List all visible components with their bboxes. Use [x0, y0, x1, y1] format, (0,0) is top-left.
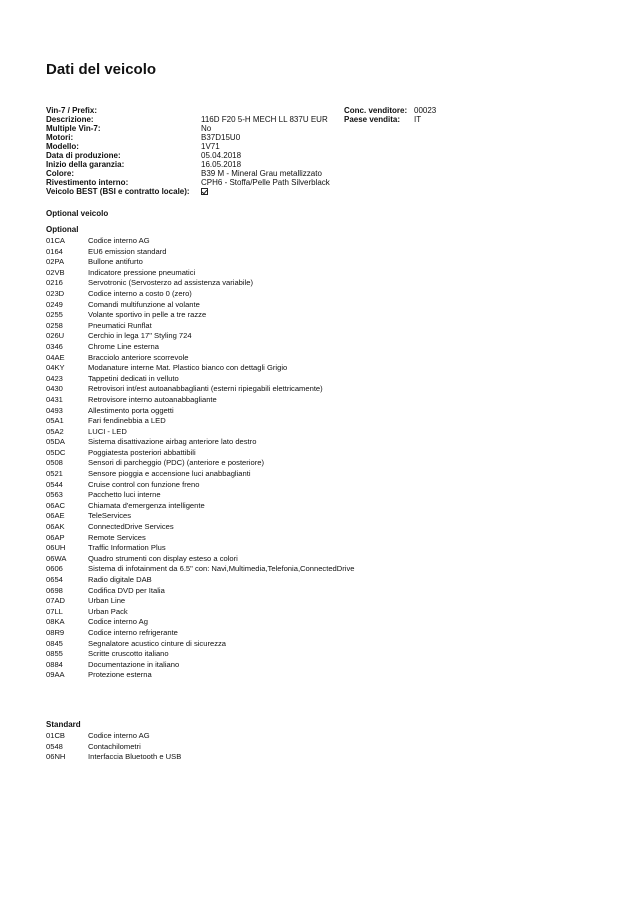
info-label: Vin-7 / Prefix:	[46, 106, 97, 115]
list-item	[46, 490, 606, 501]
option-description: Sensore pioggia e accensione luci anabbaglianti	[88, 469, 251, 479]
option-code: 0346	[46, 341, 63, 351]
option-description: TeleServices	[88, 511, 132, 521]
list-item	[46, 596, 606, 607]
list-item	[46, 353, 606, 364]
list-item	[46, 342, 606, 353]
option-description: Allestimento porta oggetti	[88, 405, 174, 415]
option-description: Bracciolo anteriore scorrevole	[88, 352, 189, 362]
option-code: 0698	[46, 585, 63, 595]
option-code: 05A2	[46, 426, 64, 436]
info-value: B39 M - Mineral Grau metallizzato	[201, 169, 322, 178]
list-item	[46, 448, 606, 459]
list-item	[46, 278, 606, 289]
list-item	[46, 480, 606, 491]
option-description: Scritte cruscotto italiano	[88, 649, 169, 659]
option-description: Traffic Information Plus	[88, 543, 166, 553]
option-code: 0255	[46, 310, 63, 320]
list-item	[46, 374, 606, 385]
option-code: 0431	[46, 394, 63, 404]
option-description: Sistema disattivazione airbag anteriore lato destro	[88, 437, 257, 447]
option-code: 05DA	[46, 437, 65, 447]
info-row	[46, 106, 606, 115]
list-item	[46, 543, 606, 554]
option-code: 0855	[46, 649, 63, 659]
option-code: 04KY	[46, 363, 65, 373]
option-description: Comandi multifunzione al volante	[88, 299, 200, 309]
option-code: 0249	[46, 299, 63, 309]
option-description: Interfaccia Bluetooth e USB	[88, 752, 182, 762]
option-code: 01CB	[46, 731, 65, 740]
info-label: Data di produzione:	[46, 151, 121, 160]
option-description: Urban Pack	[88, 606, 128, 616]
optional-list	[46, 236, 606, 681]
option-code: 06UH	[46, 543, 66, 553]
list-item	[46, 289, 606, 300]
option-code: 08R9	[46, 627, 65, 637]
option-description: Pacchetto luci interne	[88, 490, 161, 500]
option-code: 02PA	[46, 257, 65, 267]
optional-group-title: Optional	[46, 225, 79, 234]
info-row	[46, 115, 606, 124]
option-description: Indicatore pressione pneumatici	[88, 267, 196, 277]
info-row	[46, 142, 606, 151]
info-label: Motori:	[46, 133, 74, 142]
option-description: EU6 emission standard	[88, 246, 167, 256]
option-description: Codifica DVD per Italia	[88, 585, 165, 595]
info-value: 1V71	[201, 142, 220, 151]
list-item	[46, 607, 606, 618]
option-description: LUCI - LED	[88, 426, 127, 436]
option-code: 07AD	[46, 596, 65, 606]
option-description: ConnectedDrive Services	[88, 522, 174, 532]
list-item	[46, 586, 606, 597]
option-code: 0508	[46, 458, 63, 468]
option-code: 05A1	[46, 416, 64, 426]
info-right-label: Paese vendita:	[344, 115, 401, 124]
info-label: Rivestimento interno:	[46, 178, 129, 187]
list-item	[46, 649, 606, 660]
info-value: CPH6 - Stoffa/Pelle Path Silverblack	[201, 178, 330, 187]
list-item	[46, 427, 606, 438]
list-item	[46, 511, 606, 522]
option-code: 04AE	[46, 352, 65, 362]
option-code: 02VB	[46, 267, 65, 277]
list-item	[46, 395, 606, 406]
option-code: 026U	[46, 331, 65, 341]
option-description: Chrome Line esterna	[88, 341, 159, 351]
option-code: 06AE	[46, 511, 65, 521]
info-value: 05.04.2018	[201, 151, 242, 160]
option-code: 0884	[46, 659, 63, 669]
list-item	[46, 670, 606, 681]
option-code: 0845	[46, 638, 63, 648]
list-item	[46, 416, 606, 427]
list-item	[46, 752, 606, 763]
option-code: 07LL	[46, 606, 63, 616]
option-description: Segnalatore acustico cinture di sicurezza	[88, 638, 227, 648]
info-row	[46, 187, 606, 196]
option-code: 0258	[46, 320, 63, 330]
option-code: 0493	[46, 405, 63, 415]
list-item	[46, 437, 606, 448]
standard-list	[46, 731, 606, 763]
option-description: Codice interno a costo 0 (zero)	[88, 288, 192, 298]
info-value: B37D15U0	[201, 133, 241, 142]
option-description: Poggiatesta posteriori abbattibili	[88, 447, 196, 457]
info-label: Modello:	[46, 142, 79, 151]
option-description: Pneumatici Runflat	[88, 320, 152, 330]
list-item	[46, 575, 606, 586]
list-item	[46, 257, 606, 268]
info-row	[46, 124, 606, 133]
option-code: 06AP	[46, 532, 65, 542]
info-row	[46, 160, 606, 169]
option-code: 0544	[46, 479, 63, 489]
option-description: Cruise control con funzione freno	[88, 479, 200, 489]
option-description: Codice interno AG	[88, 236, 150, 245]
option-code: 0548	[46, 741, 63, 751]
option-description: Modanature interne Mat. Plastico bianco con dettagli Grigio	[88, 363, 288, 373]
option-description: Chiamata d'emergenza intelligente	[88, 500, 205, 510]
option-description: Fari fendinebbia a LED	[88, 416, 166, 426]
list-item	[46, 268, 606, 279]
info-label: Multiple Vin-7:	[46, 124, 101, 133]
option-code: 06WA	[46, 553, 67, 563]
option-description: Codice interno refrigerante	[88, 627, 178, 637]
info-right-label: Conc. venditore:	[344, 106, 408, 115]
list-item	[46, 247, 606, 258]
info-label: Veicolo BEST (BSI e contratto locale):	[46, 187, 190, 196]
option-code: 06NH	[46, 752, 66, 762]
option-description: Codice interno AG	[88, 731, 150, 740]
option-code: 06AK	[46, 522, 65, 532]
option-description: Sistema di infotainment da 6.5" con: Navi,Multimedia,Telefonia,ConnectedDrive	[88, 564, 355, 574]
info-row	[46, 169, 606, 178]
option-description: Radio digitale DAB	[88, 575, 152, 584]
list-item	[46, 310, 606, 321]
option-code: 01CA	[46, 236, 65, 245]
option-description: Protezione esterna	[88, 670, 152, 680]
list-item	[46, 617, 606, 628]
info-value: No	[201, 124, 212, 133]
option-description: Urban Line	[88, 596, 126, 606]
option-description: Cerchio in lega 17" Styling 724	[88, 331, 192, 341]
list-item	[46, 628, 606, 639]
option-description: Remote Services	[88, 532, 146, 542]
option-description: Tappetini dedicati in velluto	[88, 373, 179, 383]
option-description: Codice interno Ag	[88, 617, 148, 627]
option-code: 0521	[46, 469, 63, 479]
list-item	[46, 458, 606, 469]
page-title: Dati del veicolo	[46, 61, 157, 78]
list-item	[46, 660, 606, 671]
option-description: Sensori di parcheggio (PDC) (anteriore e posteriore)	[88, 458, 265, 468]
list-item	[46, 522, 606, 533]
list-item	[46, 469, 606, 480]
list-item	[46, 639, 606, 650]
option-code: 09AA	[46, 670, 65, 680]
option-code: 0164	[46, 246, 63, 256]
list-item	[46, 731, 606, 742]
info-label: Inizio della garanzia:	[46, 160, 125, 169]
option-description: Retrovisori int/est autoanabbaglianti (esterni ripiegabili elettricamente)	[88, 384, 323, 394]
info-label: Colore:	[46, 169, 74, 178]
list-item	[46, 533, 606, 544]
option-code: 08KA	[46, 617, 65, 627]
option-code: 06AC	[46, 500, 65, 510]
info-label: Descrizione:	[46, 115, 94, 124]
best-checkbox[interactable]	[201, 188, 208, 195]
option-description: Contachilometri	[88, 741, 141, 751]
standard-group-title: Standard	[46, 720, 81, 729]
option-description: Bullone antifurto	[88, 257, 143, 267]
option-description: Servotronic (Servosterzo ad assistenza variabile)	[88, 278, 254, 288]
list-item	[46, 501, 606, 512]
info-right-value: IT	[414, 115, 422, 124]
vehicle-info-block	[46, 106, 606, 196]
option-code: 05DC	[46, 447, 66, 457]
option-code: 0563	[46, 490, 63, 500]
option-description: Retrovisore interno autoanabbagliante	[88, 394, 217, 404]
option-code: 0606	[46, 564, 63, 574]
list-item	[46, 236, 606, 247]
option-description: Volante sportivo in pelle a tre razze	[88, 310, 207, 320]
list-item	[46, 321, 606, 332]
option-code: 0423	[46, 373, 63, 383]
info-right-value: 00023	[414, 106, 437, 115]
list-item	[46, 406, 606, 417]
list-item	[46, 554, 606, 565]
list-item	[46, 384, 606, 395]
option-description: Quadro strumenti con display esteso a colori	[88, 553, 238, 563]
option-code: 0216	[46, 278, 63, 288]
optional-section-title: Optional veicolo	[46, 209, 109, 218]
list-item	[46, 742, 606, 753]
option-code: 023D	[46, 288, 65, 298]
list-item	[46, 363, 606, 374]
info-row	[46, 178, 606, 187]
option-code: 0654	[46, 575, 63, 584]
list-item	[46, 331, 606, 342]
info-row	[46, 151, 606, 160]
info-value: 116D F20 5-H MECH LL 837U EUR	[201, 115, 328, 124]
info-value: 16.05.2018	[201, 160, 242, 169]
list-item	[46, 564, 606, 575]
option-description: Documentazione in italiano	[88, 659, 180, 669]
list-item	[46, 300, 606, 311]
option-code: 0430	[46, 384, 63, 394]
info-row	[46, 133, 606, 142]
